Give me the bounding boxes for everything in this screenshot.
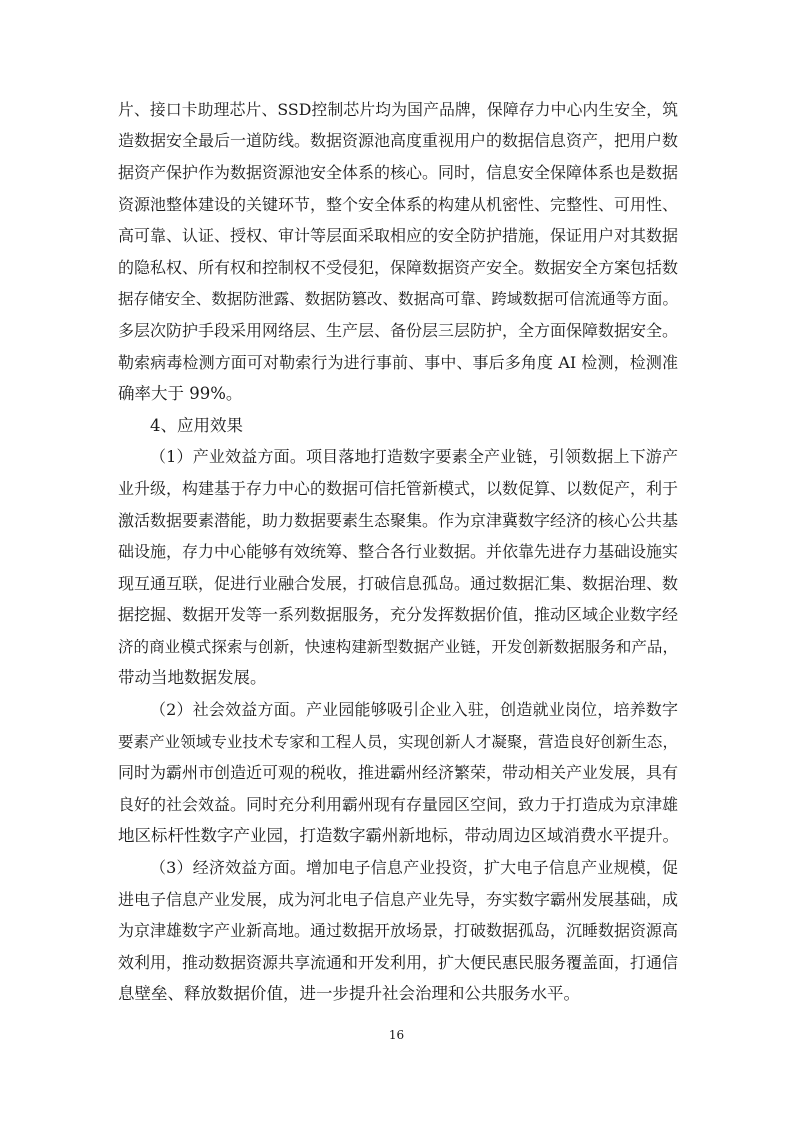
text-line: 息壁垒、释放数据价值，进一步提升社会治理和公共服务水平。: [118, 984, 580, 1003]
text-line: （3）经济效益方面。增加电子信息产业投资，扩大电子信息产业规模，促: [150, 858, 678, 877]
text-line: 进电子信息产业发展，成为河北电子信息产业先导，夯实数字霸州发展基础，成: [118, 890, 679, 909]
text-line: 片、接口卡助理芯片、SSD控制芯片均为国产品牌，保障存力中心内生安全，筑: [118, 100, 678, 119]
text-line: 要素产业领域专业技术专家和工程人员，实现创新人才凝聚，营造良好创新生态，: [118, 733, 678, 751]
text-line: 现互通互联，促进行业融合发展，打破信息孤岛。通过数据汇集、数据治理、数: [118, 574, 679, 593]
text-line: 激活数据要素潜能，助力数据要素生态聚集。作为京津冀数字经济的核心公共基: [118, 511, 679, 530]
text-line: 据资产保护作为数据资源池安全体系的核心。同时，信息安全保障体系也是数据: [118, 163, 679, 182]
text-line: 确率大于 99%。: [118, 384, 243, 403]
text-line: 据挖掘、数据开发等一系列数据服务，充分发挥数据价值，推动区域企业数字经: [118, 605, 679, 624]
text-line: 效利用，推动数据资源共享流通和开发利用，扩大便民惠民服务覆盖面，打通信: [118, 953, 679, 972]
text-line: 据存储安全、数据防泄露、数据防篡改、数据高可靠、跨域数据可信流通等方面。: [118, 290, 678, 308]
text-line: 地区标杆性数字产业园，打造数字霸州新地标，带动周边区域消费水平提升。: [118, 826, 679, 845]
text-line: 础设施，存力中心能够有效统筹、整合各行业数据。并依靠先进存力基础设施实: [118, 542, 679, 561]
section-heading-text: 4、应用效果: [150, 416, 243, 435]
text-line: 的隐私权、所有权和控制权不受侵犯，保障数据资产安全。数据安全方案包括数: [118, 258, 679, 277]
text-line: 业升级，构建基于存力中心的数据可信托管新模式，以数促算、以数促产，利于: [118, 479, 679, 498]
text-line: （2）社会效益方面。产业园能够吸引企业入驻，创造就业岗位，培养数字: [150, 700, 678, 719]
text-line: 造数据安全最后一道防线。数据资源池高度重视用户的数据信息资产，把用户数: [118, 131, 679, 150]
text-line: 资源池整体建设的关键环节，整个安全体系的构建从机密性、完整性、可用性、: [118, 195, 679, 214]
text-line: 带动当地数据发展。: [118, 668, 267, 687]
text-line: 良好的社会效益。同时充分利用霸州现有存量园区空间，致力于打造成为京津雄: [118, 795, 679, 814]
text-line: 同时为霸州市创造近可观的税收，推进霸州经济繁荣，带动相关产业发展，具有: [118, 763, 679, 782]
text-line: 济的商业模式探索与创新，快速构建新型数据产业链，开发创新数据服务和产品，: [118, 638, 678, 656]
page-number: 16: [388, 1028, 405, 1042]
text-line: 高可靠、认证、授权、审计等层面采取相应的安全防护措施，保证用户对其数据: [118, 226, 679, 245]
text-line: 为京津雄数字产业新高地。通过数据开放场景，打破数据孤岛，沉睡数据资源高: [118, 921, 679, 940]
text-line: （1）产业效益方面。项目落地打造数字要素全产业链，引领数据上下游产: [150, 447, 678, 466]
text-line: 多层次防护手段采用网络层、生产层、备份层三层防护，全方面保障数据安全。: [118, 321, 679, 340]
text-line: 勒索病毒检测方面可对勒索行为进行事前、事中、事后多角度 AI 检测，检测准: [118, 353, 678, 372]
